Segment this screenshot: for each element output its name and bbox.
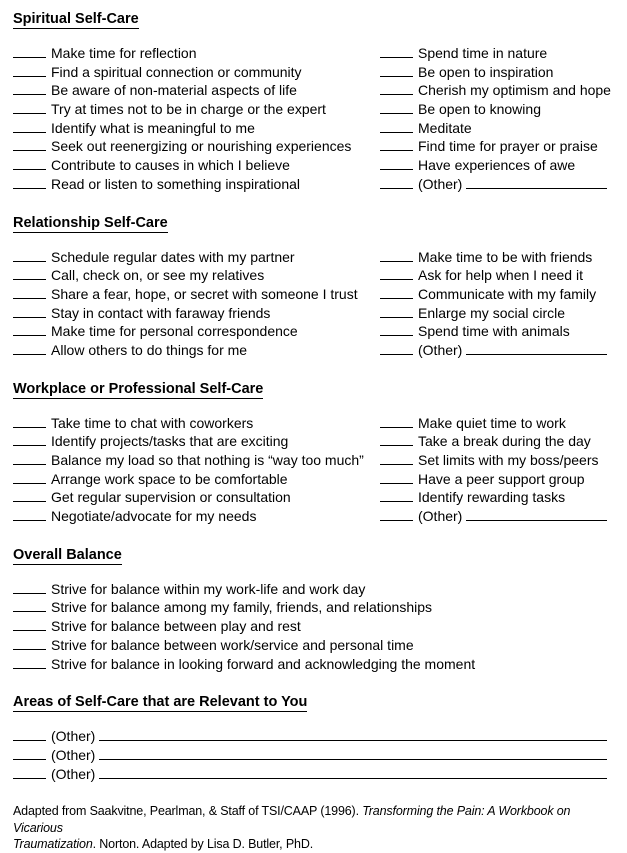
section-title: Workplace or Professional Self-Care — [13, 380, 264, 397]
rating-blank[interactable] — [380, 323, 413, 336]
rating-blank[interactable] — [13, 581, 46, 594]
item-label: Ask for help when I need it — [418, 267, 583, 284]
item-label: (Other) — [51, 728, 96, 745]
checklist-item-other — [13, 728, 607, 747]
item-label: Seek out reenergizing or nourishing experiences — [51, 138, 352, 155]
rating-blank[interactable] — [13, 157, 46, 170]
item-label: Read or listen to something inspirational — [51, 175, 301, 192]
item-label: Call, check on, or see my relatives — [51, 267, 265, 284]
rating-blank[interactable] — [13, 766, 46, 779]
checklist-item-other — [380, 176, 607, 195]
item-label: Have a peer support group — [418, 470, 585, 487]
checklist-single-column — [13, 581, 607, 674]
rating-blank[interactable] — [13, 120, 46, 133]
rating-blank[interactable] — [380, 471, 413, 484]
checklist-item — [13, 249, 380, 268]
item-label: Communicate with my family — [418, 285, 597, 302]
item-label: (Other) — [418, 175, 463, 192]
checklist-item — [380, 64, 607, 83]
checklist-item — [13, 120, 380, 139]
other-rows — [13, 728, 607, 784]
rating-blank[interactable] — [380, 64, 413, 77]
checklist-item — [13, 64, 380, 83]
rating-blank[interactable] — [13, 747, 46, 760]
checklist-item — [13, 82, 380, 101]
checklist-item — [13, 342, 380, 361]
rating-blank[interactable] — [380, 286, 413, 299]
item-label: Stay in contact with faraway friends — [51, 304, 271, 321]
checklist-item — [13, 599, 607, 618]
item-label: Make quiet time to work — [418, 414, 566, 431]
rating-blank[interactable] — [13, 267, 46, 280]
item-label: Strive for balance within my work-life and work day — [51, 580, 366, 597]
checklist-item — [13, 433, 380, 452]
rating-blank[interactable] — [13, 323, 46, 336]
item-label: Allow others to do things for me — [51, 341, 248, 358]
item-label: Take a break during the day — [418, 433, 591, 450]
section-relevant-areas — [13, 693, 607, 784]
item-label: Arrange work space to be comfortable — [51, 470, 288, 487]
citation-book-title: Traumatization — [13, 837, 93, 852]
checklist-item — [380, 82, 611, 101]
section-title: Areas of Self-Care that are Relevant to You — [13, 694, 308, 711]
rating-blank[interactable] — [13, 342, 46, 355]
checklist-item — [380, 267, 607, 286]
checklist-item — [380, 471, 607, 490]
rating-blank[interactable] — [13, 508, 46, 521]
write-in-line[interactable] — [466, 342, 607, 355]
rating-blank[interactable] — [13, 471, 46, 484]
checklist-item — [13, 286, 380, 305]
write-in-line[interactable] — [99, 728, 607, 741]
checklist-item — [13, 415, 380, 434]
item-label: Have experiences of awe — [418, 157, 576, 174]
item-label: Make time to be with friends — [418, 248, 593, 265]
checklist-item — [13, 176, 380, 195]
section-title: Relationship Self-Care — [13, 214, 168, 231]
item-label: Make time for reflection — [51, 45, 197, 61]
section-workplace-self-care — [13, 380, 607, 527]
rating-blank[interactable] — [380, 101, 413, 114]
item-label: Enlarge my social circle — [418, 304, 566, 321]
item-label: Find a spiritual connection or community — [51, 63, 302, 80]
item-label: Meditate — [418, 119, 472, 136]
item-label: Negotiate/advocate for my needs — [51, 508, 257, 525]
checklist-column-right — [380, 249, 607, 361]
checklist-item — [380, 489, 607, 508]
write-in-line[interactable] — [466, 508, 607, 521]
checklist-item — [13, 138, 380, 157]
item-label: Get regular supervision or consultation — [51, 489, 291, 506]
section-overall-balance — [13, 546, 607, 674]
section-relationship-self-care — [13, 214, 607, 361]
checklist-item — [13, 471, 380, 490]
item-label: Take time to chat with coworkers — [51, 414, 254, 431]
write-in-line[interactable] — [99, 747, 607, 760]
citation-book-title: Transforming the Pain: A Workbook on Vicarious — [13, 804, 571, 835]
rating-blank[interactable] — [380, 433, 413, 446]
rating-blank[interactable] — [380, 138, 413, 151]
item-label: Be open to inspiration — [418, 63, 554, 80]
citation-text: Adapted from Saakvitne, Pearlman, & Staff of TSI/CAAP (1996). — [13, 804, 363, 819]
rating-blank[interactable] — [380, 415, 413, 428]
checklist-item — [13, 618, 607, 637]
item-label: Schedule regular dates with my partner — [51, 248, 295, 265]
checklist-item — [380, 433, 607, 452]
rating-blank[interactable] — [13, 45, 46, 58]
item-label: Strive for balance among my family, friends, and relationships — [51, 599, 433, 616]
checklist-item — [380, 415, 607, 434]
checklist-item-other — [13, 747, 607, 766]
item-label: Strive for balance in looking forward and acknowledging the moment — [51, 655, 476, 672]
checklist-item — [13, 581, 607, 600]
rating-blank[interactable] — [380, 342, 413, 355]
item-label: (Other) — [51, 746, 96, 763]
rating-blank[interactable] — [380, 157, 413, 170]
item-label: Spend time in nature — [418, 45, 548, 61]
citation-line-2 — [13, 836, 607, 853]
rating-blank[interactable] — [13, 249, 46, 262]
checklist-item — [380, 305, 607, 324]
item-label: Identify rewarding tasks — [418, 489, 566, 506]
rating-blank[interactable] — [13, 599, 46, 612]
rating-blank[interactable] — [380, 176, 413, 189]
rating-blank[interactable] — [13, 64, 46, 77]
item-label: Share a fear, hope, or secret with someone I trust — [51, 285, 358, 302]
checklist-item — [13, 157, 380, 176]
rating-blank[interactable] — [380, 305, 413, 318]
checklist-item — [380, 452, 607, 471]
checklist-column-left — [13, 249, 380, 361]
rating-blank[interactable] — [380, 249, 413, 262]
checklist-item — [13, 305, 380, 324]
rating-blank[interactable] — [13, 618, 46, 631]
rating-blank[interactable] — [380, 452, 413, 465]
item-label: (Other) — [51, 765, 96, 782]
checklist-item — [380, 120, 607, 139]
checklist-item — [13, 637, 607, 656]
rating-blank[interactable] — [380, 489, 413, 502]
section-spiritual-self-care — [13, 10, 611, 195]
item-label: Find time for prayer or praise — [418, 138, 598, 155]
checklist-item — [13, 656, 607, 675]
item-label: Balance my load so that nothing is “way too much” — [51, 452, 364, 468]
rating-blank[interactable] — [13, 138, 46, 151]
item-label: Make time for personal correspondence — [51, 323, 298, 340]
rating-blank[interactable] — [13, 656, 46, 669]
item-label: Identify what is meaningful to me — [51, 119, 255, 136]
checklist-item — [13, 267, 380, 286]
item-label: Identify projects/tasks that are exciting — [51, 433, 289, 450]
rating-blank[interactable] — [13, 286, 46, 299]
citation-text: . Norton. Adapted by Lisa D. Butler, PhD. — [92, 837, 314, 852]
item-label: (Other) — [418, 508, 463, 525]
item-label: Strive for balance between play and rest — [51, 618, 301, 635]
citation-line-1 — [13, 803, 607, 836]
checklist-item — [380, 101, 607, 120]
checklist-item — [380, 138, 607, 157]
rating-blank[interactable] — [380, 45, 413, 58]
rating-blank[interactable] — [380, 120, 413, 133]
checklist-item — [13, 45, 380, 64]
checklist-item — [13, 489, 380, 508]
rating-blank[interactable] — [13, 728, 46, 741]
item-label: Spend time with animals — [418, 323, 570, 340]
citation — [13, 803, 607, 853]
rating-blank[interactable] — [13, 489, 46, 502]
rating-blank[interactable] — [380, 82, 413, 95]
rating-blank[interactable] — [13, 101, 46, 114]
checklist-column-right — [380, 415, 607, 527]
checklist-item — [13, 508, 380, 527]
item-label: Be open to knowing — [418, 101, 541, 118]
checklist-item — [13, 101, 380, 120]
item-label: Be aware of non-material aspects of life — [51, 82, 297, 99]
rating-blank[interactable] — [13, 305, 46, 318]
rating-blank[interactable] — [13, 176, 46, 189]
item-label: (Other) — [418, 341, 463, 358]
item-label: Contribute to causes in which I believe — [51, 157, 290, 174]
write-in-line[interactable] — [466, 176, 607, 189]
checklist-item — [13, 452, 380, 471]
checklist-item-other — [380, 508, 607, 527]
checklist-item-other — [380, 342, 607, 361]
checklist-column-left — [13, 415, 380, 527]
rating-blank[interactable] — [13, 452, 46, 465]
checklist-item — [380, 157, 607, 176]
section-title: Spiritual Self-Care — [13, 11, 139, 27]
section-title: Overall Balance — [13, 546, 122, 563]
checklist-item — [380, 323, 607, 342]
checklist-column-right — [380, 45, 611, 195]
rating-blank[interactable] — [380, 267, 413, 280]
item-label: Strive for balance between work/service and personal time — [51, 636, 414, 653]
checklist-item — [380, 45, 607, 64]
checklist-item — [13, 323, 380, 342]
write-in-line[interactable] — [99, 766, 607, 779]
rating-blank[interactable] — [13, 82, 46, 95]
rating-blank[interactable] — [380, 508, 413, 521]
rating-blank[interactable] — [13, 637, 46, 650]
item-label: Cherish my optimism and hope — [418, 82, 611, 99]
checklist-item — [380, 249, 607, 268]
item-label: Try at times not to be in charge or the expert — [51, 101, 326, 118]
checklist-item — [380, 286, 607, 305]
item-label: Set limits with my boss/peers — [418, 452, 599, 468]
checklist-column-left — [13, 45, 380, 195]
rating-blank[interactable] — [13, 433, 46, 446]
checklist-item-other — [13, 766, 607, 785]
rating-blank[interactable] — [13, 415, 46, 428]
